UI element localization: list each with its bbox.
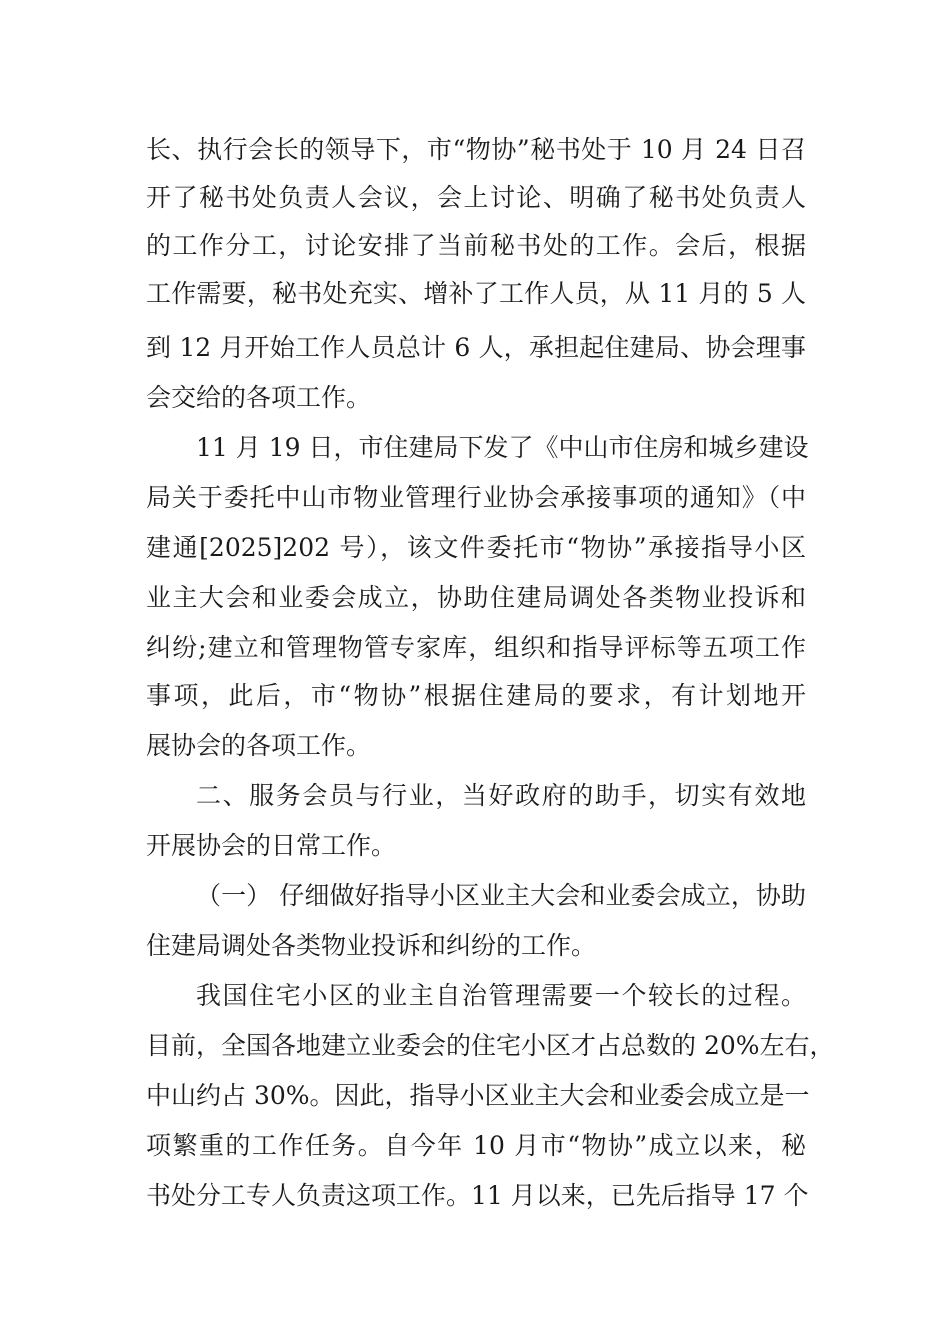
text-line: 纠纷;建立和管理物管专家库，组织和指导评标等五项工作 bbox=[146, 633, 806, 662]
text-line: 到 12 月开始工作人员总计 6 人，承担起住建局、协会理事 bbox=[146, 333, 806, 362]
subsection-heading: 住建局调处各类物业投诉和纠纷的工作。 bbox=[146, 931, 597, 960]
text-line: 目前，全国各地建立业委会的住宅小区才占总数的 20%左右， bbox=[146, 1031, 835, 1060]
section-heading: 开展协会的日常工作。 bbox=[146, 831, 397, 860]
text-line: 的工作分工，讨论安排了当前秘书处的工作。会后，根据 bbox=[146, 231, 806, 260]
text-line: 工作需要，秘书处充实、增补了工作人员，从 11 月的 5 人 bbox=[146, 279, 806, 308]
text-line: 事项，此后，市“物协”根据住建局的要求，有计划地开 bbox=[146, 681, 806, 710]
text-line: 局关于委托中山市物业管理行业协会承接事项的通知》（中 bbox=[146, 483, 806, 512]
text-line: 书处分工专人负责这项工作。11 月以来，已先后指导 17 个 bbox=[146, 1181, 809, 1210]
subsection-heading: （一） 仔细做好指导小区业主大会和业委会成立，协助 bbox=[196, 881, 806, 910]
text-line: 长、执行会长的领导下，市“物协”秘书处于 10 月 24 日召 bbox=[146, 135, 806, 164]
section-heading: 二、服务会员与行业，当好政府的助手，切实有效地 bbox=[196, 781, 806, 810]
text-line: 开了秘书处负责人会议，会上讨论、明确了秘书处负责人 bbox=[146, 183, 806, 212]
text-line: 会交给的各项工作。 bbox=[146, 383, 372, 412]
text-line: 建通[2025]202 号），该文件委托市“物协”承接指导小区 bbox=[146, 533, 806, 562]
text-line: 中山约占 30%。因此，指导小区业主大会和业委会成立是一 bbox=[146, 1081, 810, 1110]
text-line: 项繁重的工作任务。自今年 10 月市“物协”成立以来，秘 bbox=[146, 1131, 806, 1160]
text-line: 我国住宅小区的业主自治管理需要一个较长的过程。 bbox=[196, 981, 806, 1010]
text-line: 展协会的各项工作。 bbox=[146, 731, 372, 760]
text-line: 11 月 19 日，市住建局下发了《中山市住房和城乡建设 bbox=[196, 433, 809, 462]
text-line: 业主大会和业委会成立，协助住建局调处各类物业投诉和 bbox=[146, 583, 806, 612]
